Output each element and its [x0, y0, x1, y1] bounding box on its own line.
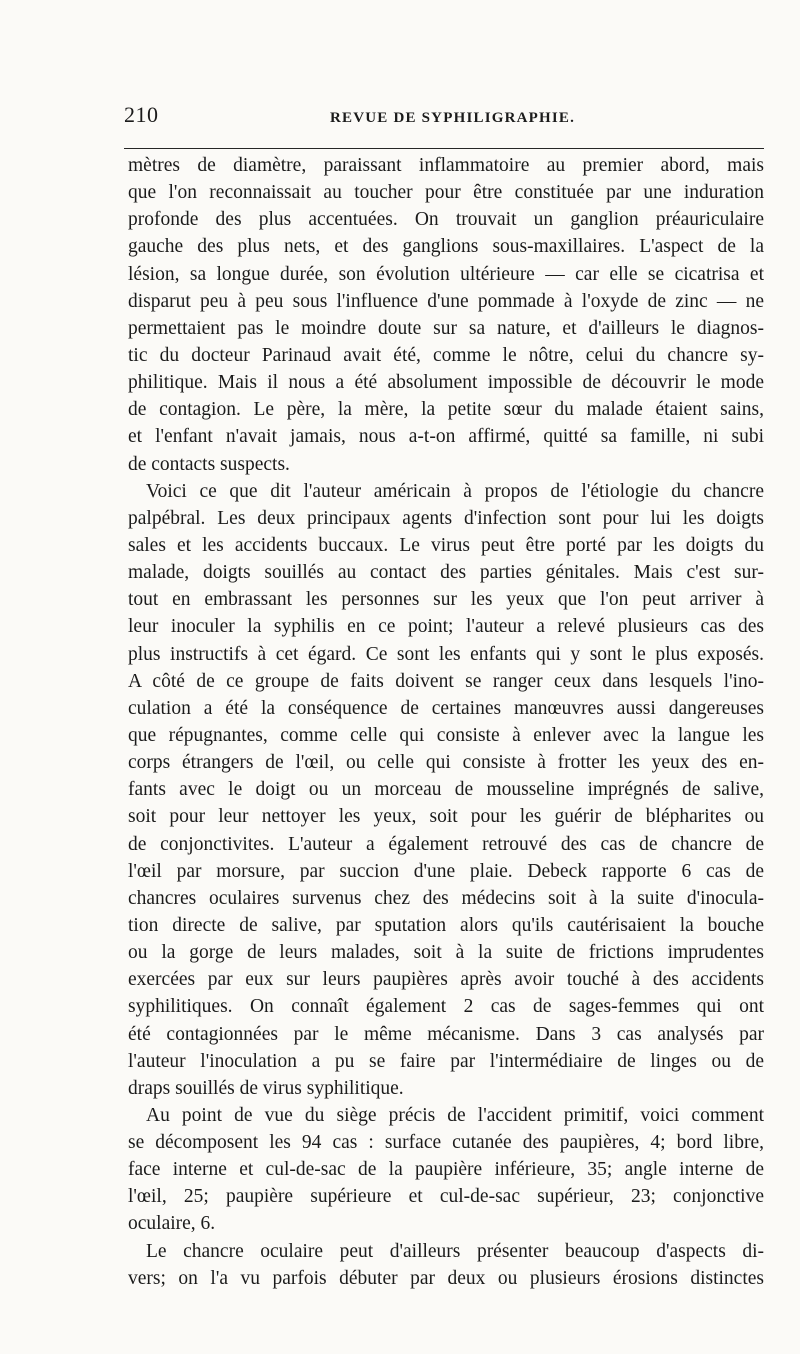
text-line: lésion, sa longue durée, son évolution ultérieure — car elle se cicatrisa et — [128, 263, 764, 285]
text-line: et l'enfant n'avait jamais, nous a-t-on affirmé, quitté sa famille, ni subi — [128, 426, 764, 448]
text-line: ou la gorge de leurs malades, soit à la suite de frictions imprudentes — [128, 942, 764, 964]
text-line: Voici ce que dit l'auteur américain à propos de l'étiologie du chancre — [146, 480, 764, 502]
text-line: de contagion. Le père, la mère, la petite sœur du malade étaient sains, — [128, 399, 764, 421]
text-line: oculaire, 6. — [128, 1213, 216, 1235]
text-line: A côté de ce groupe de faits doivent se ranger ceux dans lesquels l'ino- — [128, 670, 764, 692]
text-line: que l'on reconnaissait au toucher pour être constituée par une induration — [128, 182, 764, 204]
text-line: que répugnantes, comme celle qui consiste à enlever avec la langue les — [128, 724, 764, 746]
text-line: Le chancre oculaire peut d'ailleurs présenter beaucoup d'aspects di- — [146, 1240, 764, 1262]
text-line: se décomposent les 94 cas : surface cutanée des paupières, 4; bord libre, — [128, 1132, 764, 1154]
text-line: corps étrangers de l'œil, ou celle qui consiste à frotter les yeux des en- — [128, 752, 764, 774]
text-line: de contacts suspects. — [128, 453, 290, 475]
text-line: permettaient pas le moindre doute sur sa nature, et d'ailleurs le diagnos- — [128, 317, 764, 339]
text-line: de conjonctivites. L'auteur a également retrouvé des cas de chancre de — [128, 833, 764, 855]
text-line: tic du docteur Parinaud avait été, comme le nôtre, celui du chancre sy- — [128, 344, 764, 366]
text-line: gauche des plus nets, et des ganglions sous-maxillaires. L'aspect de la — [128, 236, 764, 258]
text-line: philitique. Mais il nous a été absolument impossible de découvrir le mode — [128, 372, 764, 394]
journal-title: REVUE DE SYPHILIGRAPHIE. — [330, 110, 576, 126]
text-line: culation a été la conséquence de certaines manœuvres aussi dangereuses — [128, 697, 764, 719]
text-line: vers; on l'a vu parfois débuter par deux ou plusieurs érosions distinctes — [128, 1267, 764, 1289]
text-line: syphilitiques. On connaît également 2 cas de sages-femmes qui ont — [128, 996, 764, 1018]
text-line: tion directe de salive, par sputation alors qu'ils cautérisaient la bouche — [128, 914, 764, 936]
running-head — [124, 100, 764, 136]
text-line: plus instructifs à cet égard. Ce sont les enfants qui y sont le plus exposés. — [128, 643, 764, 665]
text-line: tout en embrassant les personnes sur les yeux que l'on peut arriver à — [128, 589, 764, 611]
text-line: profonde des plus accentuées. On trouvait un ganglion préauriculaire — [128, 209, 764, 231]
header-rule — [124, 148, 764, 149]
page-number: 210 — [124, 102, 159, 127]
text-line: chancres oculaires survenus chez des médecins soit à la suite d'inocula- — [128, 887, 764, 909]
text-line: leur inoculer la syphilis en ce point; l'auteur a relevé plusieurs cas des — [128, 616, 764, 638]
text-line: soit pour leur nettoyer les yeux, soit pour les guérir de blépharites ou — [128, 806, 764, 828]
text-line: Au point de vue du siège précis de l'accident primitif, voici comment — [146, 1104, 764, 1126]
text-line: draps souillés de virus syphilitique. — [128, 1077, 404, 1099]
text-line: l'œil, 25; paupière supérieure et cul-de-sac supérieur, 23; conjonctive — [128, 1186, 764, 1208]
text-line: l'auteur l'inoculation a pu se faire par l'intermédiaire de linges ou de — [128, 1050, 764, 1072]
text-line: fants avec le doigt ou un morceau de mousseline imprégnés de salive, — [128, 779, 764, 801]
text-line: malade, doigts souillés au contact des parties génitales. Mais c'est sur- — [128, 562, 764, 584]
text-line: palpébral. Les deux principaux agents d'infection sont pour lui les doigts — [128, 507, 764, 529]
text-line: été contagionnées par le même mécanisme. Dans 3 cas analysés par — [128, 1023, 764, 1045]
text-line: l'œil par morsure, par succion d'une plaie. Debeck rapporte 6 cas de — [128, 860, 764, 882]
text-line: face interne et cul-de-sac de la paupière inférieure, 35; angle interne de — [128, 1159, 764, 1181]
text-line: exercées par eux sur leurs paupières après avoir touché à des accidents — [128, 969, 764, 991]
body-text — [128, 152, 764, 1292]
text-line: disparut peu à peu sous l'influence d'une pommade à l'oxyde de zinc — ne — [128, 290, 764, 312]
text-line: mètres de diamètre, paraissant inflammatoire au premier abord, mais — [128, 155, 764, 176]
text-line: sales et les accidents buccaux. Le virus peut être porté par les doigts du — [128, 534, 764, 556]
